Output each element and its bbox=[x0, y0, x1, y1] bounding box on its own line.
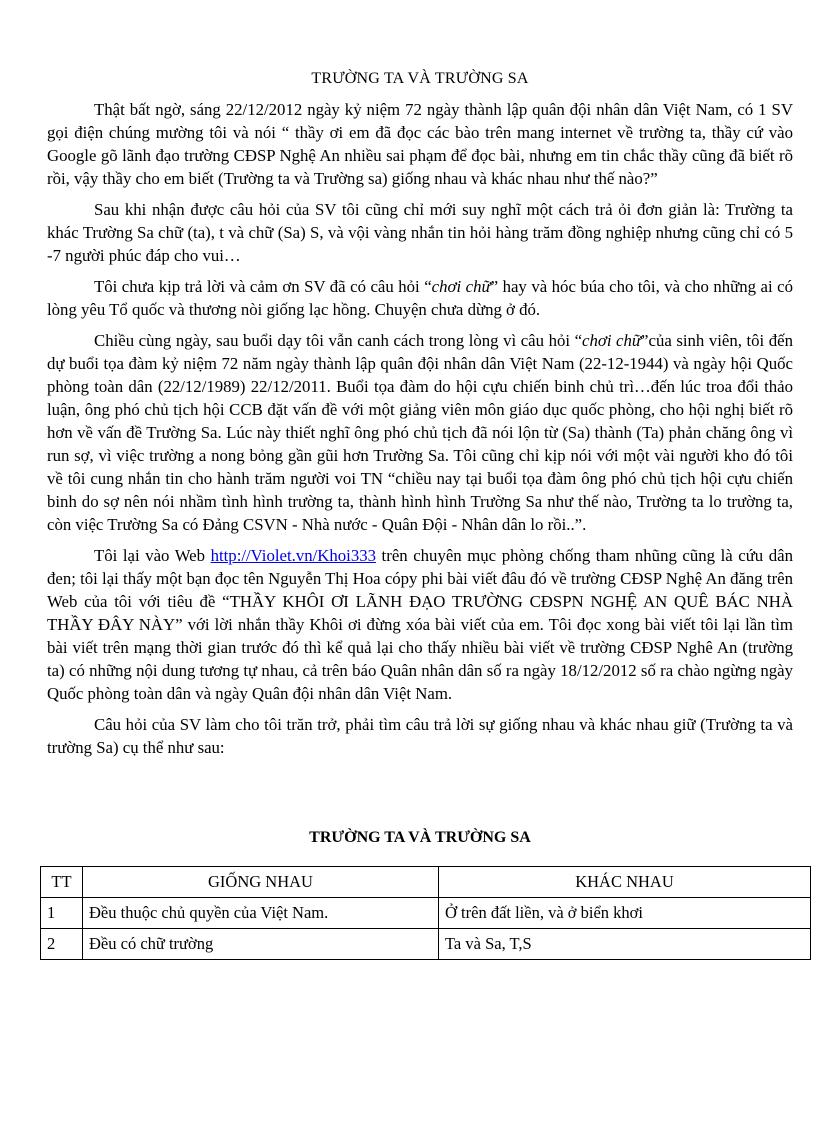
header-similarities: GIỐNG NHAU bbox=[83, 867, 439, 898]
paragraph-5-after: trên chuyên mục phòng chống tham nhũng cũng là cứu dân đen; tôi lại thấy một bạn đọc tên Nguyễn Thị Hoa cópy phi bài viết đâu đó về trường CĐSP Nghệ An đăng trên Web của tôi với tiêu đề “THẦY KHÔI ƠI LÃNH ĐẠO TRƯỜNG CĐSPN NGHỆ AN QUÊ BÁC NHÀ THẦY ĐÂY NÀY” với lời nhắn thầy Khôi ơi đừng xóa bài viết của em. Tôi đọc xong bài viết tôi lại lần tìm bài viết trên mạng thời gian trước đó thì kể quả lại cho thấy nhiều bài viết về trường CĐSP Nghê An (trường ta) có những nội dung tương tự nhau, cả trên báo Quân nhân dân số ra ngày 18/12/2012 số ra chào ngừng ngày Quốc phòng toàn dân và ngày Quân đội nhân dân Việt Nam. bbox=[47, 546, 793, 703]
paragraph-4-after: ”của sinh viên, tôi đến dự buổi tọa đàm kỷ niệm 72 năm ngày thành lập quân đội nhân dân Việt Nam (22-12-1944) và ngày hội Quốc phòng toàn dân (22/12/1989) 22/12/2011. Buổi tọa đàm do hội cựu chiến binh chủ trì…đến lúc troa đổi thảo luận, ông phó chủ tịch hội CCB đặt vấn đề với một giảng viên môn giáo dục quốc phòng, cho hội nghị biết rõ hơn về vấn đề Trường Sa. Lúc này thiết nghĩ ông phó chủ tịch đã nói lộn từ (Sa) thành (Ta) phản chăng ông vì run sợ, vì việc trường a nong bỏng gần gũi hơn Trường Sa. Tôi cũng chỉ kịp nói với một vài người kho đó tôi về tôi cung nhắn tin cho hành trăm người voi TN “chiều nay tại buổi tọa đàm ông phó chủ tịch hội cựu chiến binh do sợ nên nói nhầm tình hình trường ta, thành hình hình Trường Sa như thế nào, Trường ta lo trường ta, còn việc Trường Sa có Đảng CSVN - Nhà nước - Quân Đội - Nhân dân lo rồi..”. bbox=[47, 331, 794, 534]
paragraph-4 bbox=[47, 329, 793, 536]
table-cell: Ở trên đất liền, và ở biển khơi bbox=[439, 898, 811, 929]
paragraph-3-before: Tôi chưa kịp trả lời và cảm ơn SV đã có câu hỏi “ bbox=[94, 277, 432, 296]
paragraph-5 bbox=[47, 544, 793, 705]
paragraph-3-emphasis: chơi chữ bbox=[431, 277, 491, 296]
paragraph-3 bbox=[47, 275, 793, 321]
paragraph-2: Sau khi nhận được câu hỏi của SV tôi cũng chỉ mới suy nghĩ một cách trả ỏi đơn giản là: Trường ta khác Trường Sa chữ (ta), t và chữ (Sa) S, và vội vàng nhắn tin hỏi hàng trăm đồng nghiệp nhưng cũng chỉ có 5 -7 người phúc đáp cho vui… bbox=[47, 200, 793, 265]
header-tt: TT bbox=[41, 867, 83, 898]
table-cell: 1 bbox=[41, 898, 83, 929]
document-title: TRƯỜNG TA VÀ TRƯỜNG SA bbox=[311, 70, 529, 87]
paragraph-4-before: Chiều cùng ngày, sau buổi dạy tôi vẫn canh cách trong lòng vì câu hỏi “ bbox=[94, 331, 583, 350]
paragraph-6: Câu hỏi của SV làm cho tôi trăn trở, phải tìm câu trả lời sự giống nhau và khác nhau giữ (Trường ta và trường Sa) cụ thể như sau: bbox=[47, 715, 793, 757]
paragraph-1: Thật bất ngờ, sáng 22/12/2012 ngày kỷ niệm 72 ngày thành lập quân đội nhân dân Việt Nam, có 1 SV gọi điện chúng mường tôi và nói “ thầy ơi em đã đọc các bào trên mang internet về trường ta, thầy cứ vào Google gõ lãnh đạo trường CĐSP Nghệ An nhiều sai phạm để đọc bài, nhưng em tin chắc thầy cũng đã biết rõ rồi, vậy thầy cho em biết (Trường ta và Trường sa) giống nhau và khác nhau như thế nào?” bbox=[47, 100, 793, 188]
table-row bbox=[41, 898, 811, 929]
header-differences: KHÁC NHAU bbox=[439, 867, 811, 898]
comparison-table bbox=[40, 866, 811, 960]
table-cell: Ta và Sa, T,S bbox=[439, 929, 811, 960]
paragraph-4-emphasis: chơi chữ bbox=[582, 331, 642, 350]
violet-link[interactable]: http://Violet.vn/Khoi333 bbox=[210, 546, 376, 565]
paragraph-5-before: Tôi lại vào Web bbox=[94, 546, 211, 565]
table-header-row bbox=[41, 867, 811, 898]
table-row bbox=[41, 929, 811, 960]
table-cell: Đều có chữ trường bbox=[83, 929, 439, 960]
table-title: TRƯỜNG TA VÀ TRƯỜNG SA bbox=[309, 829, 531, 846]
document-page bbox=[47, 70, 793, 960]
table-cell: Đều thuộc chủ quyền của Việt Nam. bbox=[83, 898, 439, 929]
paragraph-3-after: ” hay và hóc búa cho tôi, và cho những ai có lòng yêu Tổ quốc và thương nòi giống lạc hồng. Chuyện chưa dừng ở đó. bbox=[47, 277, 793, 319]
table-cell: 2 bbox=[41, 929, 83, 960]
